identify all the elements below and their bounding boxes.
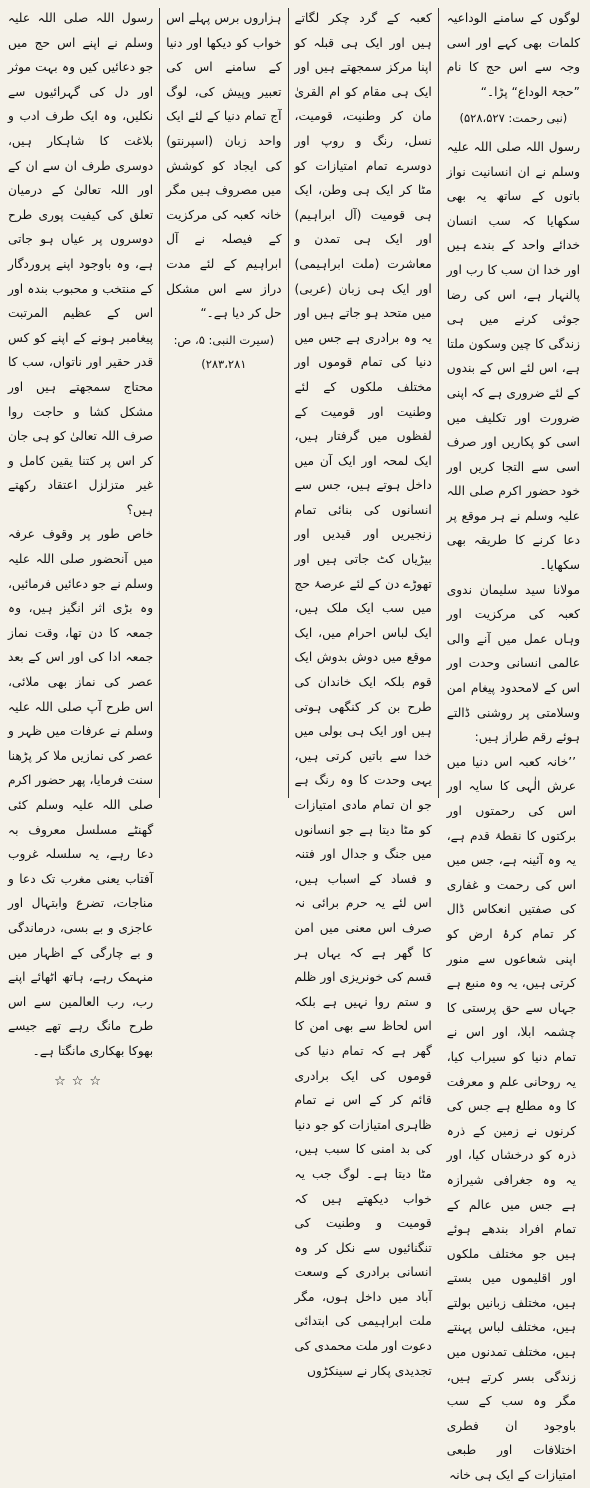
column-4 bbox=[6, 6, 159, 1089]
paragraph: رسول اللہ صلی اللہ علیہ وسلم نے ان انسانیت نواز باتوں کے ساتھ یہ بھی سکھایا کہ سب انسان خدائے واحد کے بندے ہیں اور خدا ان سب کا رب اور پالنہار ہے، اس کی رضا جوئی کرنے میں ہی زندگی کا چین وسکون ملتا ہے، اس لئے اس کے بندوں کے لئے ضروری ہے کہ اپنی ضرورت اور تکلیف میں اسی کو پکاریں اور صرف اسی سے التجا کریں اور خود حضور اکرم صلی اللہ علیہ وسلم نے ہر موقع پر دعا کرنے کا طریقہ بھی سکھایا۔ bbox=[446, 139, 580, 573]
paragraph: مولانا سید سلیمان ندوی کعبہ کی مرکزیت اور وہاں عمل میں آنے والی عالمی انسانی وحدت اور اس کے لامحدود پیغام امن وسلامتی پر روشنی ڈالتے ہوئے رقم طراز ہیں: bbox=[446, 582, 580, 745]
column-3 bbox=[160, 6, 287, 800]
paragraph: خاص طور پر وقوف عرفہ میں آنحضور صلی اللہ علیہ وسلم نے جو دعائیں فرمائیں، وہ بڑی اثر انگیز ہیں، وہ جمعہ کا دن تھا، وقت نماز جمعہ ادا کی اور اس کے بعد عصر کی نماز بھی ملائی، اس طرح آپ صلی اللہ علیہ وسلم نے عرفات میں ظہر و عصر کی نمازیں ملا کر پڑھنا سنت فرمایا، پھر حضور اکرم صلی اللہ علیہ وسلم کئی گھنٹے مسلسل معروف بہ دعا رہے، یہ سلسلہ غروب آفتاب یعنی مغرب تک دعا و مناجات، تضرع وابتہال اور عاجزی و بے بسی، درماندگی و بے چارگی کے اظہار میں منہمک رہے، ہاتھ اٹھائے اپنے رب، رب العالمین سے اس طرح مانگ رہے تھے جیسے بھوکا بھکاری مانگتا ہے۔ bbox=[7, 527, 154, 1058]
paragraph: کعبہ کے گرد چکر لگاتے ہیں اور ایک ہی قبلہ کو اپنا مرکز سمجھتے ہیں اور ایک ہی مقام کو ام القریٰ مان کر وطنیت، قومیت، نسل، رنگ و روپ اور دوسرے تمام امتیازات کو مٹا کر ایک ہی وطن، ایک ہی قومیت (آل ابراہیم) اور ایک ہی تمدن و معاشرت (ملت ابراہیمی) اور ایک ہی زبان (عربی) میں متحد ہو جاتے ہیں اور یہ وہ برادری ہے جس میں دنیا کی تمام قوموں اور مختلف ملکوں کے لئے وطنیت اور قومیت کے لفظوں میں گرفتار ہیں، ایک لمحہ اور ایک آن میں داخل ہوتے ہیں، جس سے انسانوں کی بنائی تمام زنجیریں اور قیدیں اور بیڑیاں کٹ جاتی ہیں اور تھوڑے دن کے لئے عرصۂ حج میں سب ایک ملک ہیں، ایک لباس احرام میں، ایک موقع میں دوش بدوش ایک قوم بلکہ ایک خاندان کی طرح بن کر کنگھی ہوتی ہیں اور ایک ہی بولی میں خدا سے باتیں کرتی ہیں، یہی وحدت کا وہ رنگ ہے جو ان تمام مادی امتیازات کو مٹا دیتا ہے جو انسانوں میں جنگ و جدال اور فتنہ و فساد کے اسباب ہیں، اس لئے یہ حرم برائی نہ صرف اس معنی میں امن کا گھر ہے کہ یہاں ہر قسم کی خونریزی اور ظلم و ستم روا نہیں ہے بلکہ اس لحاظ سے بھی امن کا گھر ہے کہ تمام دنیا کی قوموں کی ایک برادری قائم کر کے اس نے تمام ظاہری امتیازات کو جو دنیا کی بد امنی کا سبب ہیں، مٹا دیتا ہے۔ لوگ جب یہ خواب دیکھتے ہیں کہ قومیت و وطنیت کی تنگنائیوں سے نکل کر وہ انسانی برادری کے وسعت آباد میں داخل ہوں، مگر ملت ابراہیمی کی ابتدائی دعوت اور ملت محمدی کی تجدیدی پکار نے سینکڑوں bbox=[294, 11, 432, 1378]
column-1 bbox=[439, 6, 584, 1483]
block-quote: ’’خانہ کعبہ اس دنیا میں عرش الٰہی کا سایہ اور اس کی رحمتوں اور برکتوں کا نقطۂ قدم ہے، یہ وہ آئینہ ہے، جس میں اس کی رحمت و غفاری کی صفتیں انعکاس ڈال کر تمام کرۂ ارض کو اپنی شعاعوں سے منور کرتی ہیں، یہ وہ منبع ہے جہاں سے حق پرستی کا چشمہ ابلا، اور اس نے تمام دنیا کو سیراب کیا، یہ روحانی علم و معرفت کا وہ مطلع ہے جس کی کرنوں نے زمین کے ذرہ ذرہ کو درخشاں کیا، اور یہ وہ جغرافی شیرازہ ہے جس میں عالم کے تمام افراد بندھے ہوئے ہیں جو مختلف ملکوں اور اقلیموں میں بستے ہیں، مختلف زبانیں بولتے ہیں، مختلف لباس پہنتے ہیں، مختلف تمدنوں میں زندگی بسر کرتے ہیں، مگر وہ سب کے سب باوجود ان فطری اختلافات اور طبعی امتیازات کے ایک ہی خانہ bbox=[446, 754, 576, 1483]
citation: (سیرت النبی: ۵، ص: ۲۸۳،۲۸۱) bbox=[173, 332, 275, 372]
paragraph: رسول اللہ صلی اللہ علیہ وسلم نے اپنے اس حج میں جو دعائیں کیں وہ بہت موثر اور دل کی گہرائیوں سے نکلیں، وہ ایک طرف ادب و بلاغت کا شاہکار ہیں، دوسری طرف ان سے ان کے اور اللہ تعالیٰ کے درمیان تعلق کی کیفیت پوری طرح دوسروں پر عیاں ہو جاتی ہے، وہ باوجود اپنے پروردگار کے منتخب و محبوب بندہ اور اس کے عظیم المرتبت پیغامبر ہونے کے اپنے کو کس قدر حقیر اور ناتواں، سب کا محتاج سمجھتے ہیں اور مشکل کشا و حاجت روا صرف اللہ تعالیٰ کو ہی جان کر اس پر کتنا یقین کامل و غیر متزلزل اعتقاد رکھتے ہیں؟ bbox=[7, 11, 154, 517]
paragraph: لوگوں کے سامنے الوداعیہ کلمات بھی کہے اور اسی وجہ سے اس حج کا نام ”حجۃ الوداع“ پڑا۔“ bbox=[446, 11, 580, 99]
paragraph: ہزاروں برس پہلے اس خواب کو دیکھا اور دنیا کے سامنے اس کی تعبیر وپیش کی، لوگ آج تمام دنیا کے لئے ایک واحد زبان (اسپرنتو) کی ایجاد کو کوشش میں مصروف ہیں مگر خانہ کعبہ کی مرکزیت کے فیصلہ نے آل ابراہیم کے لئے مدت دراز سے اس مشکل حل کر دیا ہے۔“ bbox=[166, 11, 282, 321]
end-stars: ☆☆☆ bbox=[54, 1073, 108, 1089]
column-2 bbox=[289, 6, 438, 1378]
citation: (نبی رحمت: ۵۲۸،۵۲۷) bbox=[459, 111, 568, 126]
